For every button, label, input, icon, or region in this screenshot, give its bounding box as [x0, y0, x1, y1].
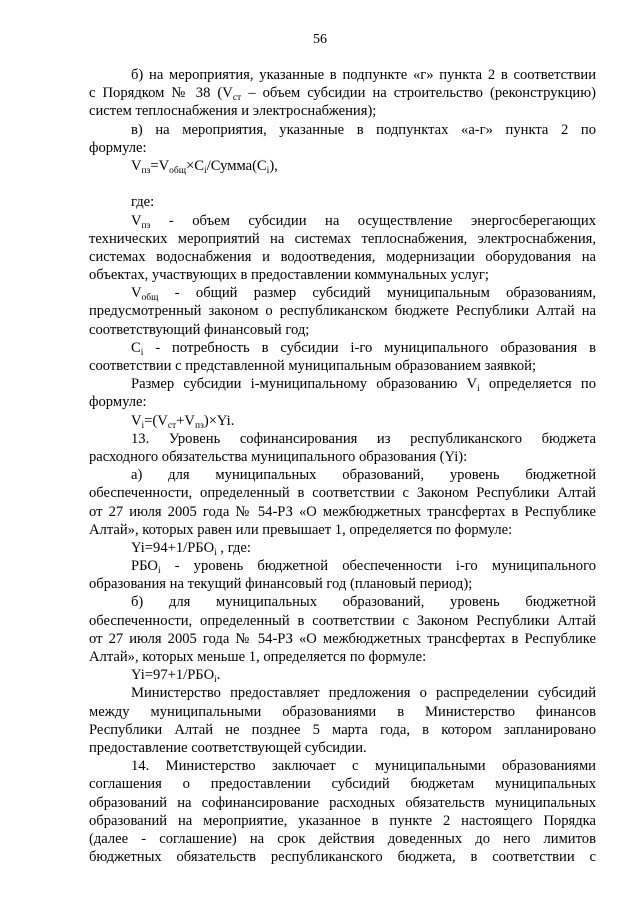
paragraph-line: системах водоснабжения и водоотведения, модернизации оборудования на: [89, 248, 596, 265]
paragraph-line: $V_{общ}$ - общий размер субсидий муниципальным образованиям,: [131, 285, 596, 304]
paragraph-line: технических мероприятий на системах теплоснабжения, электроснабжения,: [89, 230, 596, 247]
paragraph-line: с Порядком № 38 ($V_{ст}$ – объем субсидии на строительство (реконструкцию): [89, 85, 596, 104]
paragraph-line: соответствующий финансовый год;: [89, 321, 310, 338]
paragraph-line: 13. Уровень софинансирования из республиканского бюджета: [131, 430, 596, 447]
paragraph-line: предоставление соответствующей субсидии.: [89, 739, 367, 756]
paragraph-line: б) для муниципальных образований, уровень бюджетной: [131, 594, 596, 611]
paragraph-line: объектах, участвующих в предоставлении коммунальных услуг;: [89, 267, 489, 284]
paragraph-line: обеспеченности, определенный в соответствии с Законом Республики Алтай: [89, 485, 596, 502]
paragraph-line: соглашения о предоставлении субсидий бюджетам муниципальных: [89, 776, 596, 793]
paragraph-line: от 27 июля 2005 года № 54-РЗ «О межбюджетных трансфертах в Республике: [89, 503, 596, 520]
paragraph-line: между муниципальными образованиями в Министерство финансов: [89, 703, 596, 720]
paragraph-line: Республики Алтай не позднее 5 марта года, в котором запланировано: [89, 721, 596, 738]
paragraph-line: Алтай», которых равен или превышает 1, определяется по формуле:: [89, 521, 513, 538]
paragraph-line: образований на софинансирование расходных обязательств муниципальных: [89, 794, 596, 811]
paragraph-line: образования на текущий финансовый год (плановый период);: [89, 576, 473, 593]
paragraph-line: $РБО_i$ - уровень бюджетной обеспеченности i-го муниципального: [131, 558, 596, 577]
paragraph-line: обеспеченности, определенный в соответствии с Законом Республики Алтай: [89, 612, 596, 629]
paragraph-line: расходного обязательства муниципального образования (Yi):: [89, 448, 468, 465]
paragraph-line: от 27 июля 2005 года № 54-РЗ «О межбюджетных трансфертах в Республике: [89, 630, 596, 647]
formula-line: $V_i=(V_{ст}+V_{пз})\times Yi$.: [131, 412, 235, 431]
paragraph-line: формуле:: [89, 139, 147, 156]
paragraph-line: $V_{пз}$ - объем субсидии на осуществление энергосберегающих: [131, 212, 596, 231]
paragraph-line: а) для муниципальных образований, уровень бюджетной: [131, 467, 596, 484]
paragraph-line: формуле:: [89, 394, 147, 411]
formula-line: $V_{пз}=V_{общ}\times C_i/Сумма(C_i)$,: [131, 157, 278, 176]
paragraph-line: (далее - соглашение) на срок действия доведенных до него лимитов: [89, 830, 596, 847]
paragraph-line: образований на мероприятие, указанное в пункте 2 настоящего Порядка: [89, 812, 596, 829]
paragraph-line: Размер субсидии i-муниципальному образованию $V_i$ определяется по: [131, 376, 597, 395]
formula-line: $Yi=97+1/РБО_i$.: [131, 667, 221, 686]
paragraph-line: в) на мероприятия, указанные в подпунктах «а-г» пункта 2 по: [131, 121, 596, 138]
paragraph-line: Алтай», которых меньше 1, определяется по формуле:: [89, 649, 427, 665]
paragraph-line: 14. Министерство заключает с муниципальными образованиями: [131, 758, 596, 775]
document-body: [89, 66, 596, 866]
paragraph-line: бюджетных обязательств республиканского бюджета, в соответствии с: [89, 849, 596, 866]
paragraph-line: $C_i$ - потребность в субсидии i-го муниципального образования в: [131, 339, 596, 358]
paragraph-line: систем теплоснабжения и электроснабжения);: [89, 103, 377, 120]
paragraph-line: предусмотренный законом о республиканском бюджете Республики Алтай на: [89, 303, 596, 320]
paragraph-line: б) на мероприятия, указанные в подпункте «г» пункта 2 в соответствии: [131, 67, 596, 83]
page-number: 56: [313, 32, 327, 47]
paragraph-line: соответствии с представленной муниципальным образованием заявкой;: [89, 358, 537, 374]
formula-line: $Yi=94+1/РБО_i$ , где:: [131, 539, 251, 558]
paragraph-line: Министерство предоставляет предложения о распределении субсидий: [131, 685, 596, 702]
blank-line: [89, 175, 596, 193]
paragraph-line: где:: [131, 194, 155, 211]
